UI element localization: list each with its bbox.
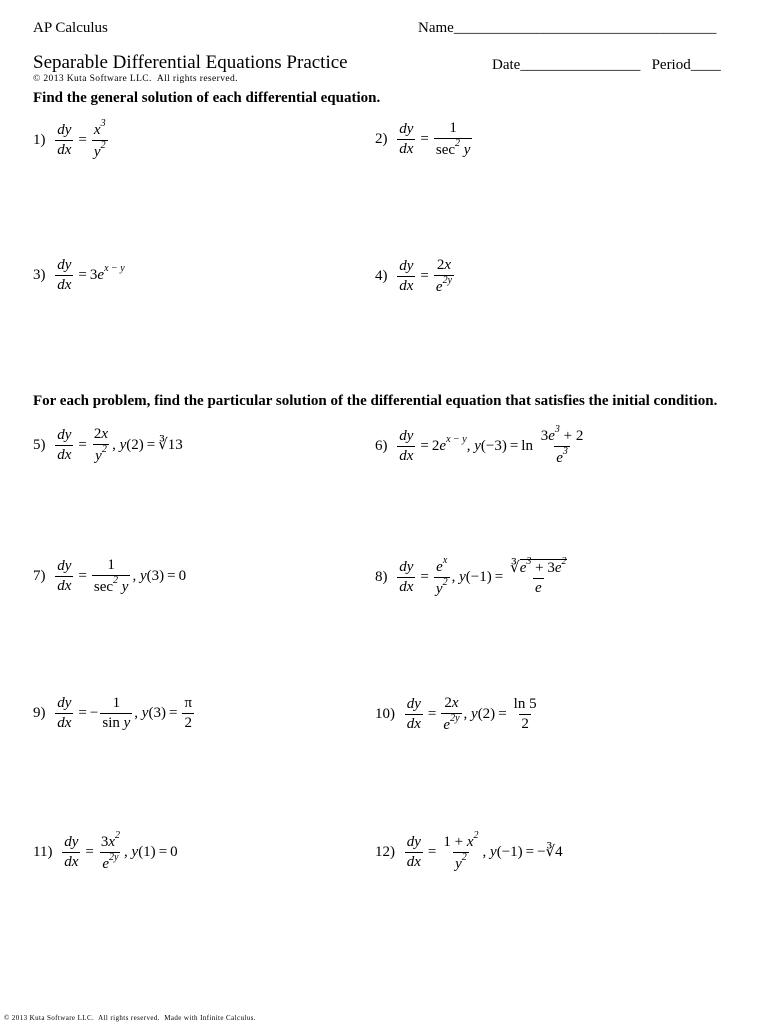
section2-instruction: For each problem, find the particular solution of the differential equation that satisfies the initial condition. — [33, 393, 718, 409]
worksheet-title: Separable Differential Equations Practice — [33, 52, 348, 73]
problem-number: 12) — [375, 844, 395, 860]
problem-8 — [375, 555, 571, 597]
problem-number: 2) — [375, 131, 388, 147]
problem-number: 10) — [375, 706, 395, 722]
problem-number: 8) — [375, 569, 388, 585]
footer-copyright: © 2013 Kuta Software LLC. All rights reserved. Made with Infinite Calculus. — [4, 1014, 256, 1022]
problem-equation: $\frac{dy}{dx}$ = $\frac{e^x}{y^2}$ , y(−1) = $\frac{∛e^3 + 3e^2}{e}$ — [399, 555, 567, 597]
problem-2 — [375, 121, 474, 158]
problem-number: 7) — [33, 568, 46, 584]
problem-equation: $\frac{dy}{dx}$ = $3e^{x - y}$ — [57, 257, 125, 293]
copyright-notice: © 2013 Kuta Software LLC. All rights reserved. — [33, 74, 238, 84]
problem-equation: $\frac{dy}{dx}$ = $\frac{2x}{y^2}$ , y(2) = ∛13 — [57, 426, 183, 464]
problem-equation: $\frac{dy}{dx}$ = $\frac{1}{\sec^2 y}$ — [399, 120, 471, 158]
problem-11 — [33, 830, 178, 872]
problem-equation: $\frac{dy}{dx}$ = $\frac{1 + x^2}{y^2}$ , y(−1) = −∛4 — [406, 830, 563, 872]
problem-number: 9) — [33, 705, 46, 721]
problem-equation: $\frac{dy}{dx}$ = $\frac{2x}{e^{2y}}$ , y(2) = $\frac{\ln 5}{2}$ — [406, 695, 537, 733]
problem-number: 11) — [33, 844, 53, 860]
date-period-field: Date________________ Period____ — [492, 57, 721, 73]
section1-instruction: Find the general solution of each differential equation. — [33, 90, 381, 106]
problem-equation: $\frac{dy}{dx}$ = $\frac{x^3}{y^2}$ — [57, 118, 106, 160]
problem-7 — [33, 558, 186, 595]
problem-4 — [375, 258, 456, 295]
problem-12 — [375, 830, 563, 872]
problem-number: 1) — [33, 132, 46, 148]
problem-1 — [33, 118, 110, 160]
problem-equation: $\frac{dy}{dx}$ = $2e^{x - y}$, y(−3) = ln $\frac{3e^3 + 2}{e^3}$ — [399, 424, 584, 466]
problem-6 — [375, 424, 587, 466]
problem-number: 5) — [33, 437, 46, 453]
problem-10 — [375, 696, 541, 733]
problem-5 — [33, 427, 183, 464]
problem-equation: $\frac{dy}{dx}$ = $\frac{3x^2}{e^{2y}}$ , y(1) = 0 — [64, 830, 178, 872]
problem-number: 6) — [375, 438, 388, 454]
name-field: Name___________________________________ — [418, 20, 717, 36]
problem-equation: $\frac{dy}{dx}$ = − $\frac{1}{\text{sin y}}$ , y(3) = $\frac{\pi}{2}$ — [57, 695, 193, 731]
course-title: AP Calculus — [33, 20, 108, 36]
problem-number: 4) — [375, 268, 388, 284]
problem-equation: $\frac{dy}{dx}$ = $\frac{1}{\sec^2 y}$ , y(3) = 0 — [57, 557, 187, 595]
problem-equation: $\frac{dy}{dx}$ = $\frac{2x}{e^{2y}}$ — [399, 257, 453, 295]
problem-9 — [33, 696, 196, 731]
problem-3 — [33, 258, 125, 293]
problem-number: 3) — [33, 267, 46, 283]
